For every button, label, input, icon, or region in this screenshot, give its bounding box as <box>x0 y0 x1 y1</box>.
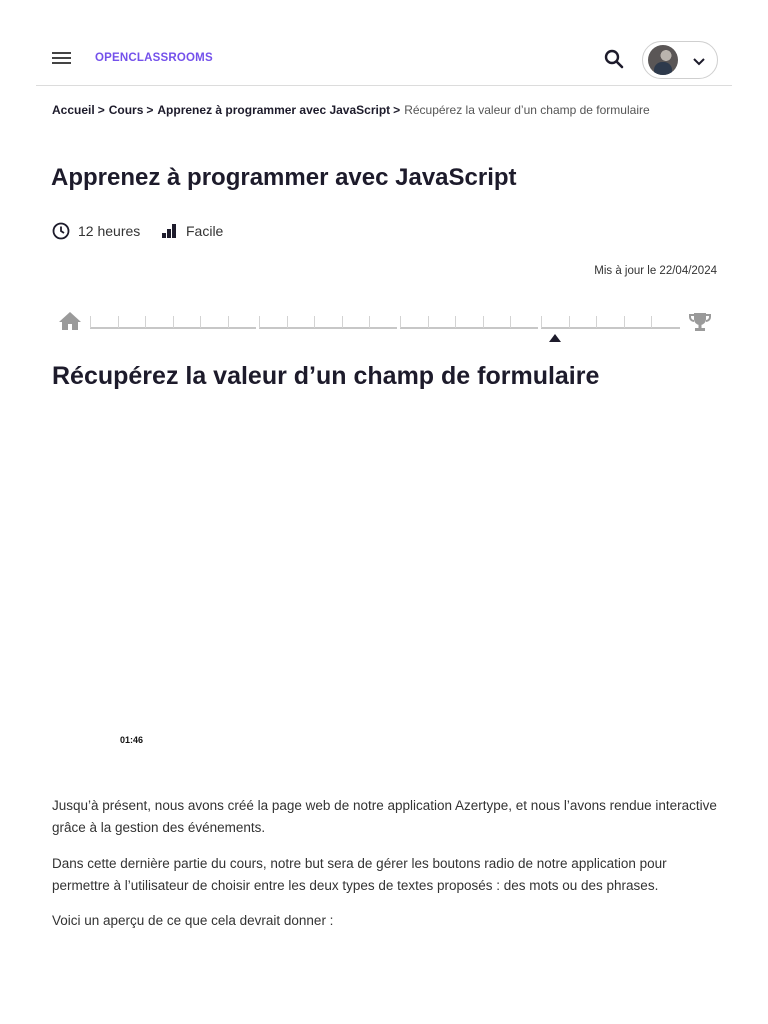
course-title: Apprenez à programmer avec JavaScript <box>51 164 517 191</box>
progress-step[interactable] <box>118 316 119 328</box>
trophy-icon[interactable] <box>688 311 712 333</box>
progress-step[interactable] <box>369 316 370 328</box>
avatar <box>648 45 678 75</box>
progress-section[interactable] <box>400 327 538 329</box>
difficulty-icon <box>160 222 178 240</box>
progress-step[interactable] <box>483 316 484 328</box>
progress-section[interactable] <box>259 327 397 329</box>
progress-step[interactable] <box>145 316 146 328</box>
breadcrumb <box>52 103 650 117</box>
progress-step[interactable] <box>228 316 229 328</box>
breadcrumb-separator: > <box>393 103 401 117</box>
progress-step[interactable] <box>200 316 201 328</box>
video-duration: 01:46 <box>120 735 144 745</box>
current-position-marker <box>549 334 561 342</box>
breadcrumb-current: Récupérez la valeur d’un champ de formulaire <box>404 103 650 117</box>
progress-step[interactable] <box>569 316 570 328</box>
home-icon[interactable] <box>58 310 82 332</box>
progress-step[interactable] <box>287 316 288 328</box>
progress-section[interactable] <box>541 327 680 329</box>
site-header <box>36 34 732 86</box>
progress-step[interactable] <box>624 316 625 328</box>
breadcrumb-separator: > <box>97 103 105 117</box>
chevron-down-icon <box>691 53 707 69</box>
level-text: Facile <box>186 223 224 239</box>
breadcrumb-home[interactable]: Accueil <box>52 103 95 117</box>
video-player[interactable] <box>52 410 718 760</box>
course-duration <box>52 222 140 240</box>
openclassrooms-logo[interactable]: OPENCLASSROOMS <box>95 52 213 64</box>
progress-step[interactable] <box>541 316 542 328</box>
progress-step[interactable] <box>314 316 315 328</box>
profile-menu-button[interactable] <box>642 41 718 79</box>
content-paragraph: Jusqu’à présent, nous avons créé la page web de notre application Azertype, et nous l’avons rendue interactive grâce à la gestion des événements. <box>52 798 717 835</box>
duration-text: 12 heures <box>78 223 141 239</box>
updated-date: Mis à jour le 22/04/2024 <box>594 265 717 277</box>
menu-icon[interactable] <box>52 49 74 69</box>
progress-step[interactable] <box>400 316 401 328</box>
progress-step[interactable] <box>90 316 91 328</box>
progress-step[interactable] <box>173 316 174 328</box>
progress-step[interactable] <box>455 316 456 328</box>
content-paragraph: Voici un aperçu de ce que cela devrait donner : <box>52 913 334 928</box>
course-progress <box>56 310 714 344</box>
progress-step[interactable] <box>510 316 511 328</box>
clock-icon <box>52 222 70 240</box>
chapter-title: Récupérez la valeur d’un champ de formulaire <box>52 362 600 390</box>
progress-step[interactable] <box>259 316 260 328</box>
progress-step[interactable] <box>342 316 343 328</box>
content-paragraph: Dans cette dernière partie du cours, notre but sera de gérer les boutons radio de notre application pour permettre à l’utilisateur de choisir entre les deux types de textes proposés : des mots ou des phrases. <box>52 856 667 893</box>
search-icon[interactable] <box>604 49 626 71</box>
progress-step[interactable] <box>596 316 597 328</box>
progress-step[interactable] <box>428 316 429 328</box>
breadcrumb-separator: > <box>146 103 154 117</box>
course-level <box>160 222 223 240</box>
breadcrumb-course[interactable]: Apprenez à programmer avec JavaScript <box>157 103 391 117</box>
breadcrumb-courses[interactable]: Cours <box>108 103 144 117</box>
progress-step[interactable] <box>651 316 652 328</box>
